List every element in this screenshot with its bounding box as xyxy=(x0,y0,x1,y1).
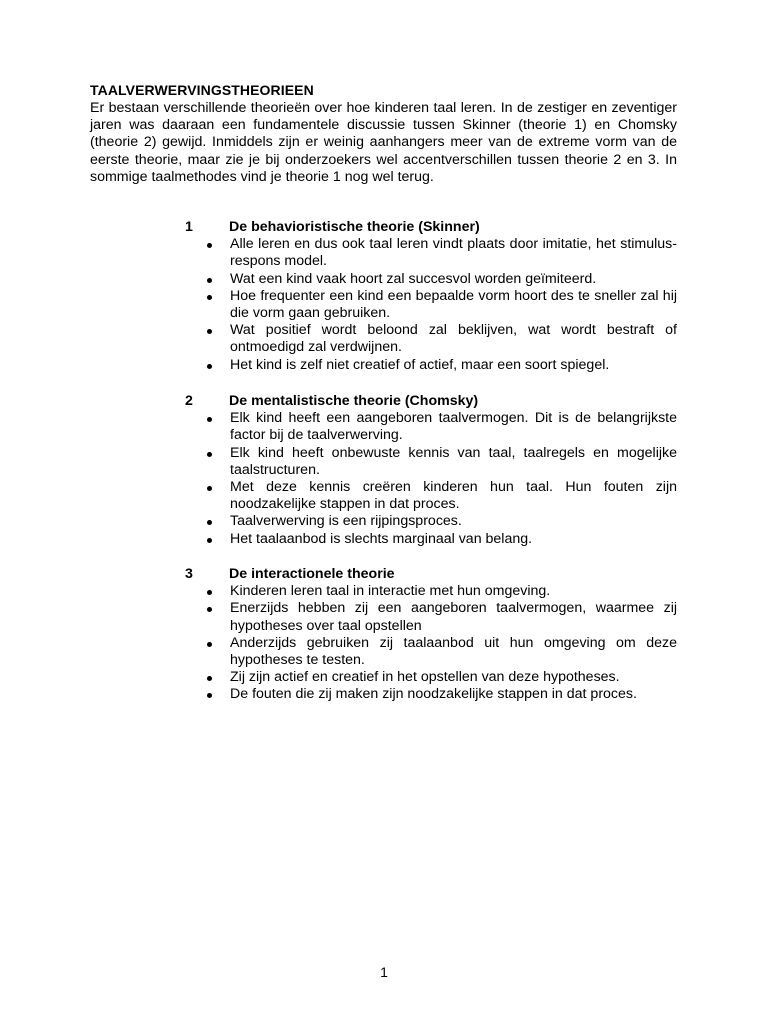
section-number: 1 xyxy=(185,219,193,235)
bullet-icon xyxy=(207,676,212,681)
list-item: Met deze kennis creëren kinderen hun taal. Hun fouten zijn noodzakelijke stappen in dat proces. xyxy=(185,479,677,513)
bullet-icon xyxy=(207,278,212,283)
list-item: Wat een kind vaak hoort zal succesvol worden geïmiteerd. xyxy=(185,271,677,288)
list-item: Anderzijds gebruiken zij taalaanbod uit hun omgeving om deze hypotheses te testen. xyxy=(185,635,677,669)
section-title: De mentalistische theorie (Chomsky) xyxy=(229,393,479,409)
bullet-icon xyxy=(207,364,212,369)
section-heading xyxy=(185,393,677,410)
section-title: De interactionele theorie xyxy=(229,566,395,582)
bullet-icon xyxy=(207,693,212,698)
bullet-icon xyxy=(207,590,212,595)
list-item: Alle leren en dus ook taal leren vindt plaats door imitatie, het stimulus-respons model. xyxy=(185,236,677,270)
list-item: De fouten die zij maken zijn noodzakelijke stappen in dat proces. xyxy=(185,686,677,703)
bullet-icon xyxy=(207,295,212,300)
bullet-icon xyxy=(207,452,212,457)
bullet-list xyxy=(185,236,677,374)
list-item: Kinderen leren taal in interactie met hun omgeving. xyxy=(185,583,677,600)
list-item: Elk kind heeft onbewuste kennis van taal, taalregels en mogelijke taalstructuren. xyxy=(185,445,677,479)
section-behavioristic xyxy=(185,219,677,374)
list-item: Het taalaanbod is slechts marginaal van belang. xyxy=(185,531,677,548)
list-item: Taalverwerving is een rijpingsproces. xyxy=(185,513,677,530)
section-heading xyxy=(185,219,677,236)
bullet-icon xyxy=(207,329,212,334)
bullet-icon xyxy=(207,243,212,248)
list-item: Elk kind heeft een aangeboren taalvermogen. Dit is de belangrijkste factor bij de taalverwerving. xyxy=(185,410,677,444)
list-item: Hoe frequenter een kind een bepaalde vorm hoort des te sneller zal hij die vorm gaan gebruiken. xyxy=(185,288,677,322)
list-item: Zij zijn actief en creatief in het opstellen van deze hypotheses. xyxy=(185,669,677,686)
list-item: Het kind is zelf niet creatief of actief, maar een soort spiegel. xyxy=(185,357,677,374)
section-mentalistic xyxy=(185,393,677,548)
bullet-icon xyxy=(207,417,212,422)
list-item: Enerzijds hebben zij een aangeboren taalvermogen, waarmee zij hypotheses over taal opstellen xyxy=(185,600,677,634)
list-item: Wat positief wordt beloond zal beklijven, wat wordt bestraft of ontmoedigd zal verdwijnen. xyxy=(185,322,677,356)
page-number: 1 xyxy=(380,964,388,980)
bullet-icon xyxy=(207,520,212,525)
section-heading xyxy=(185,566,677,583)
intro-paragraph: Er bestaan verschillende theorieën over hoe kinderen taal leren. In de zestiger en zeventiger jaren was daaraan een fundamentele discussie tussen Skinner (theorie 1) en Chomsky (theorie 2) gewijd. Inmiddels zijn er weinig aanhangers meer van de extreme vorm van de eerste theorie, maar zie je bij onderzoekers wel accentverschillen tussen theorie 2 en 3. In sommige taalmethodes vind je theorie 1 nog wel terug. xyxy=(90,100,677,185)
bullet-icon xyxy=(207,607,212,612)
bullet-list xyxy=(185,583,677,703)
section-number: 3 xyxy=(185,566,193,582)
section-title: De behavioristische theorie (Skinner) xyxy=(229,219,480,235)
section-interactional xyxy=(185,566,677,704)
section-number: 2 xyxy=(185,393,193,409)
bullet-icon xyxy=(207,486,212,491)
bullet-list xyxy=(185,410,677,548)
bullet-icon xyxy=(207,538,212,543)
document-title: TAALVERWERVINGSTHEORIEEN xyxy=(90,82,314,98)
bullet-icon xyxy=(207,642,212,647)
